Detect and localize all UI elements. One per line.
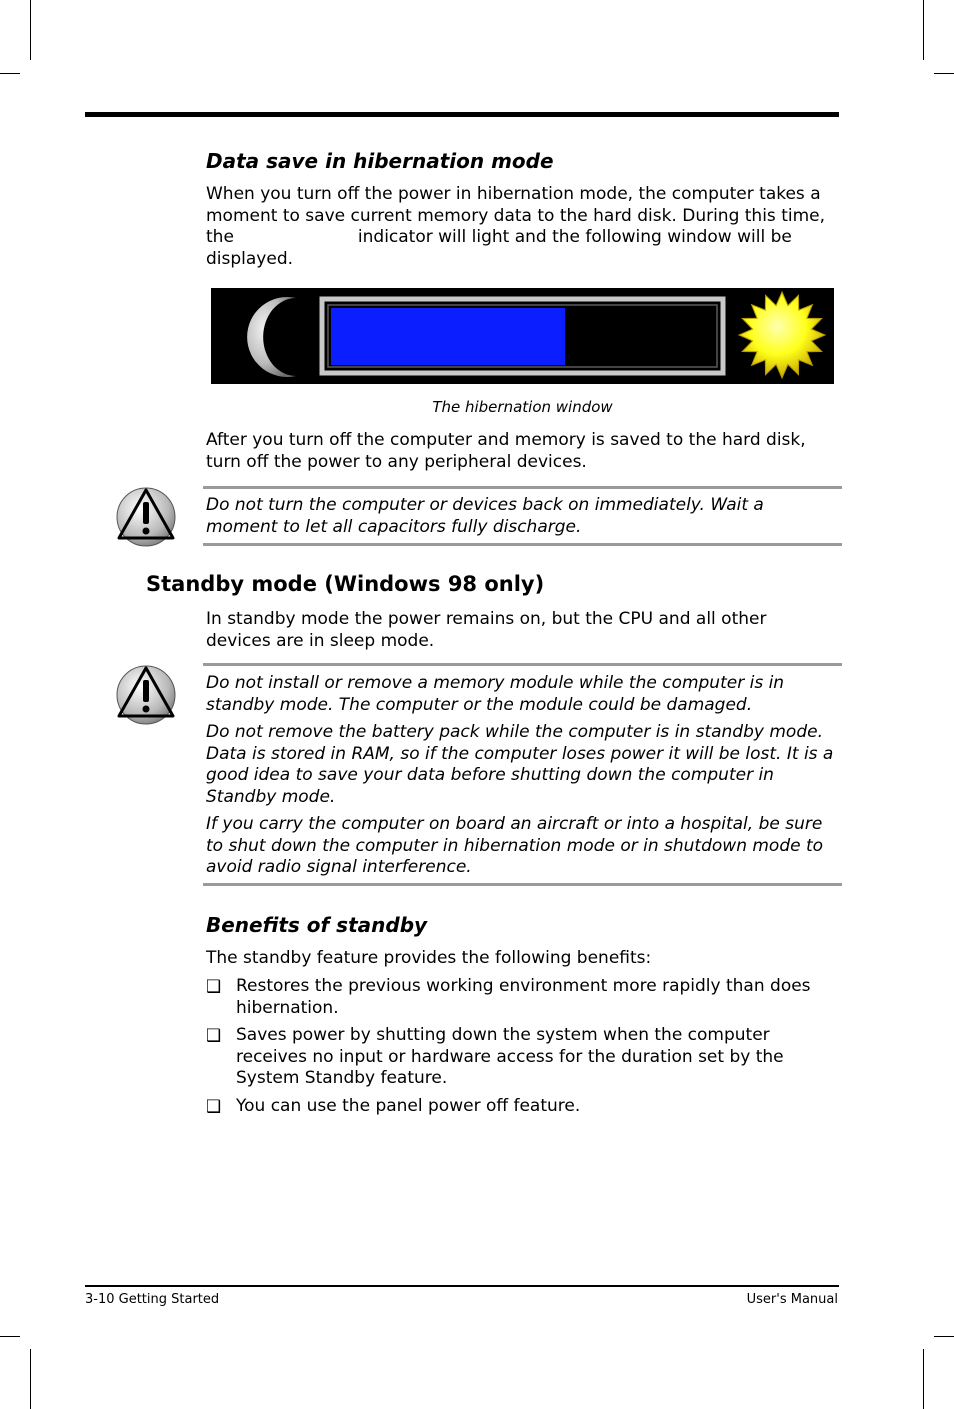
text-line: moment to save current memory data to the hard disk. During this time, (206, 205, 826, 226)
caution-rule-top (203, 486, 842, 489)
caution-rule-bottom (203, 543, 842, 546)
crop-mark (934, 73, 954, 74)
caution-text: If you carry the computer on board an aircraft or into a hospital, be sure to shut down the computer in hibernation mode or in shutdown mode to avoid radio signal interference. (206, 814, 824, 877)
figure-caption: The hibernation window (432, 398, 613, 416)
caution-rule-bottom (203, 883, 842, 886)
list-item-text: You can use the panel power off feature. (236, 1095, 581, 1116)
list-item (206, 1025, 826, 1090)
list-item (206, 1096, 826, 1118)
text-fragment: the (206, 227, 234, 247)
crop-mark (934, 1336, 954, 1337)
hibernation-graphic (211, 288, 834, 384)
text-line: When you turn off the power in hibernation mode, the computer takes a (206, 184, 821, 204)
header-rule (85, 112, 839, 117)
crop-mark (923, 0, 924, 60)
paragraph: The standby feature provides the following benefits: (206, 948, 652, 968)
footer-rule (85, 1285, 839, 1287)
text-line (206, 227, 846, 249)
crop-mark (0, 1336, 20, 1337)
moon-icon (247, 297, 296, 377)
crop-mark (0, 73, 20, 74)
checkbox-bullet-icon: ❑ (206, 1096, 222, 1117)
crop-mark (30, 0, 31, 60)
section-heading: Data save in hibernation mode (206, 149, 554, 173)
hibernation-window (211, 288, 834, 384)
sun-icon (739, 292, 825, 378)
list-item-text: Restores the previous working environment more rapidly than does hibernation. (236, 976, 811, 1018)
caution-rule-top (203, 663, 842, 666)
progress-fill (331, 308, 565, 365)
caution-text: Do not turn the computer or devices back on immediately. Wait a moment to let all capacitors fully discharge. (206, 495, 764, 537)
footer-left: 3-10 Getting Started (85, 1292, 220, 1307)
caution-icon (115, 486, 177, 552)
bullet-list (206, 976, 826, 1123)
footer-right: User's Manual (746, 1292, 838, 1307)
paragraph: In standby mode the power remains on, but the CPU and all other devices are in sleep mode. (206, 609, 767, 651)
text-fragment: indicator will light and the following window will be (357, 227, 792, 247)
crop-mark (923, 1349, 924, 1409)
checkbox-bullet-icon: ❑ (206, 1026, 222, 1046)
caution-block (206, 673, 838, 885)
caution-text: Do not remove the battery pack while the computer is in standby mode. Data is stored in RAM, so if the computer loses power it will be lost. It is a good idea to save your data before shutting down the computer in Standby mode. (206, 722, 834, 807)
crop-mark (30, 1349, 31, 1409)
caution-text: Do not install or remove a memory module while the computer is in standby mode. The computer or the module could be damaged. (206, 673, 785, 715)
list-item (206, 976, 826, 1019)
paragraph (206, 184, 846, 270)
checkbox-bullet-icon: ❑ (206, 977, 222, 997)
caution-icon (115, 664, 177, 730)
section-heading: Benefits of standby (206, 913, 428, 937)
section-heading: Standby mode (Windows 98 only) (146, 572, 545, 596)
list-item-text: Saves power by shutting down the system when the computer receives no input or hardware access for the duration set by the System Standby feature. (236, 1025, 784, 1088)
paragraph: After you turn off the computer and memory is saved to the hard disk, turn off the power to any peripheral devices. (206, 430, 806, 472)
text-line: displayed. (206, 248, 294, 269)
